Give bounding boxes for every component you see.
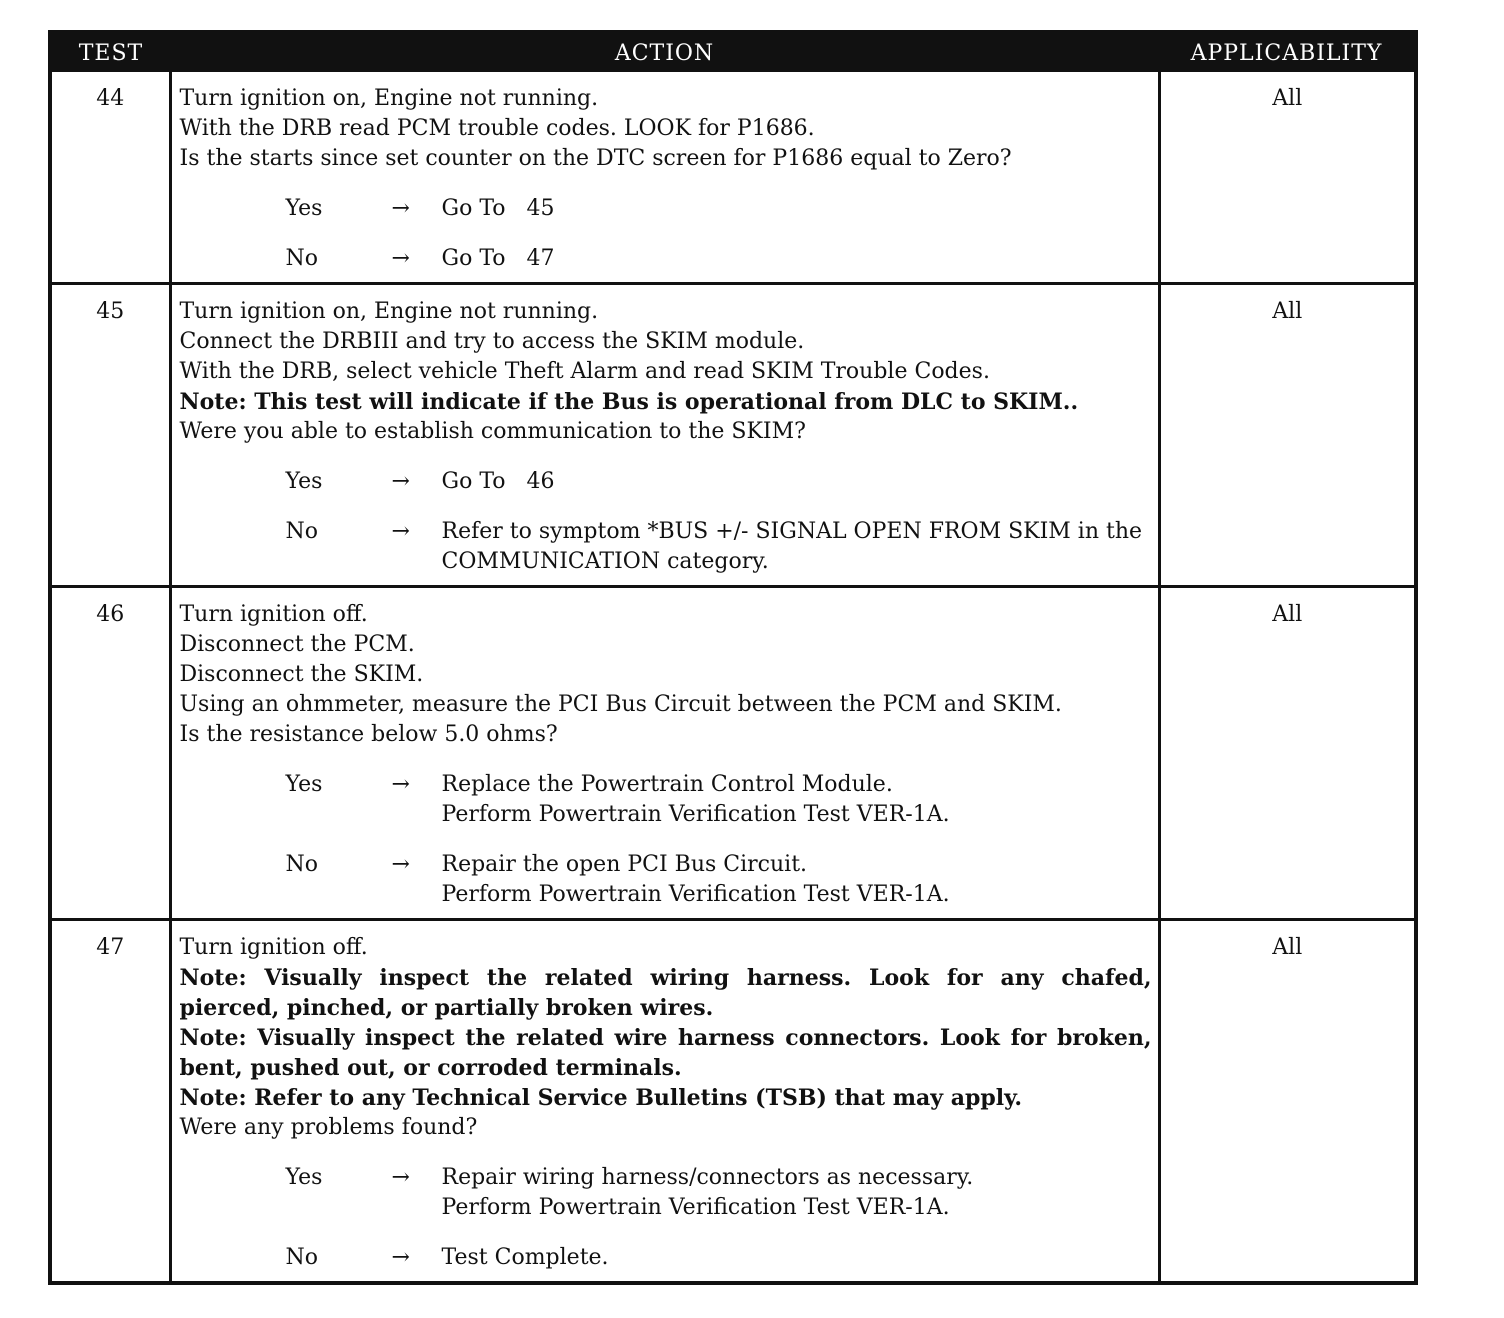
answer-label: No bbox=[285, 1245, 318, 1270]
answer-label: No bbox=[285, 852, 318, 877]
answer-yes bbox=[180, 467, 1152, 497]
answer-result bbox=[442, 850, 1152, 910]
note-line: Note: Visually inspect the related wire harness connectors. Look for broken, bent, pushed out, or corroded terminals. bbox=[179, 1025, 1152, 1081]
answer-result-line: Refer to symptom *BUS +/- SIGNAL OPEN FROM SKIM in the bbox=[441, 519, 1143, 544]
arrow-icon: → bbox=[391, 1245, 410, 1270]
instruction-line: Were you able to establish communication to the SKIM? bbox=[179, 419, 806, 444]
answer-result bbox=[442, 244, 1152, 274]
header-test: TEST bbox=[50, 32, 170, 72]
answer-result-line: Test Complete. bbox=[441, 1245, 609, 1270]
arrow-icon: → bbox=[391, 469, 410, 494]
answer-result-line: Perform Powertrain Verification Test VER-1A. bbox=[441, 802, 950, 827]
answer-label: Yes bbox=[285, 1165, 323, 1190]
answer-no bbox=[180, 244, 1152, 274]
answer-result-line: Repair the open PCI Bus Circuit. bbox=[441, 852, 808, 877]
answer-label: Yes bbox=[285, 469, 323, 494]
header-applicability: APPLICABILITY bbox=[1159, 32, 1416, 72]
instruction-line: With the DRB read PCM trouble codes. LOOK for P1686. bbox=[179, 116, 815, 141]
answer-result-line: Go To 47 bbox=[441, 246, 555, 271]
arrow-icon: → bbox=[391, 196, 410, 221]
applicability-value: All bbox=[1159, 72, 1416, 284]
instruction-line: Turn ignition off. bbox=[179, 602, 368, 627]
answer-result-line: Perform Powertrain Verification Test VER-1A. bbox=[441, 1195, 950, 1220]
answer-no bbox=[180, 517, 1152, 577]
test-number: 46 bbox=[50, 587, 170, 920]
arrow-icon: → bbox=[391, 246, 410, 271]
instruction-line: Is the resistance below 5.0 ohms? bbox=[179, 722, 558, 747]
table-row bbox=[50, 72, 1416, 284]
action-cell bbox=[170, 284, 1159, 587]
applicability-value: All bbox=[1159, 587, 1416, 920]
action-cell bbox=[170, 920, 1159, 1284]
instruction-line: Were any problems found? bbox=[179, 1115, 478, 1140]
answer-result bbox=[442, 517, 1152, 577]
answer-label: No bbox=[285, 519, 318, 544]
answer-no bbox=[180, 1243, 1152, 1273]
test-number: 44 bbox=[50, 72, 170, 284]
instruction-line: Using an ohmmeter, measure the PCI Bus Circuit between the PCM and SKIM. bbox=[179, 692, 1062, 717]
table-row bbox=[50, 920, 1416, 1284]
answer-label: Yes bbox=[285, 196, 323, 221]
table-row bbox=[50, 587, 1416, 920]
instruction-line: Turn ignition off. bbox=[179, 935, 368, 960]
arrow-icon: → bbox=[391, 772, 410, 797]
header-row bbox=[50, 32, 1416, 72]
answer-result-line: Replace the Powertrain Control Module. bbox=[441, 772, 893, 797]
answer-result bbox=[442, 194, 1152, 224]
applicability-value: All bbox=[1159, 920, 1416, 1284]
test-number: 47 bbox=[50, 920, 170, 1284]
table-body bbox=[50, 72, 1416, 1283]
answer-result-line: Go To 45 bbox=[441, 196, 555, 221]
answer-yes bbox=[180, 1163, 1152, 1223]
answer-no bbox=[180, 850, 1152, 910]
header-action: ACTION bbox=[170, 32, 1159, 72]
action-cell bbox=[170, 72, 1159, 284]
test-number: 45 bbox=[50, 284, 170, 587]
instruction-line: Disconnect the SKIM. bbox=[179, 662, 424, 687]
answer-label: No bbox=[285, 246, 318, 271]
diagnostic-test-table bbox=[48, 30, 1418, 1285]
note-line: Note: Refer to any Technical Service Bulletins (TSB) that may apply. bbox=[179, 1085, 1023, 1111]
instruction-line: Connect the DRBIII and try to access the SKIM module. bbox=[179, 329, 805, 354]
answer-label: Yes bbox=[285, 772, 323, 797]
arrow-icon: → bbox=[391, 1165, 410, 1190]
answer-result-line: Go To 46 bbox=[441, 469, 555, 494]
action-cell bbox=[170, 587, 1159, 920]
applicability-value: All bbox=[1159, 284, 1416, 587]
note-line: Note: Visually inspect the related wiring harness. Look for any chafed, pierced, pinched, or partially broken wires. bbox=[179, 965, 1152, 1021]
instruction-line: Turn ignition on, Engine not running. bbox=[179, 86, 599, 111]
instruction-line: Is the starts since set counter on the DTC screen for P1686 equal to Zero? bbox=[179, 146, 1012, 171]
arrow-icon: → bbox=[391, 852, 410, 877]
table-row bbox=[50, 284, 1416, 587]
instruction-line: With the DRB, select vehicle Theft Alarm and read SKIM Trouble Codes. bbox=[179, 359, 990, 384]
answer-result bbox=[442, 1243, 1152, 1273]
answer-result bbox=[442, 1163, 1152, 1223]
answer-result bbox=[442, 467, 1152, 497]
instruction-line: Disconnect the PCM. bbox=[179, 632, 415, 657]
answer-result-line: Perform Powertrain Verification Test VER-1A. bbox=[441, 882, 950, 907]
note-line: Note: This test will indicate if the Bus is operational from DLC to SKIM.. bbox=[179, 389, 1079, 415]
instruction-line: Turn ignition on, Engine not running. bbox=[179, 299, 599, 324]
answer-yes bbox=[180, 770, 1152, 830]
answer-result-line: COMMUNICATION category. bbox=[441, 549, 769, 574]
answer-result bbox=[442, 770, 1152, 830]
answer-yes bbox=[180, 194, 1152, 224]
answer-result-line: Repair wiring harness/connectors as necessary. bbox=[441, 1165, 974, 1190]
arrow-icon: → bbox=[391, 519, 410, 544]
